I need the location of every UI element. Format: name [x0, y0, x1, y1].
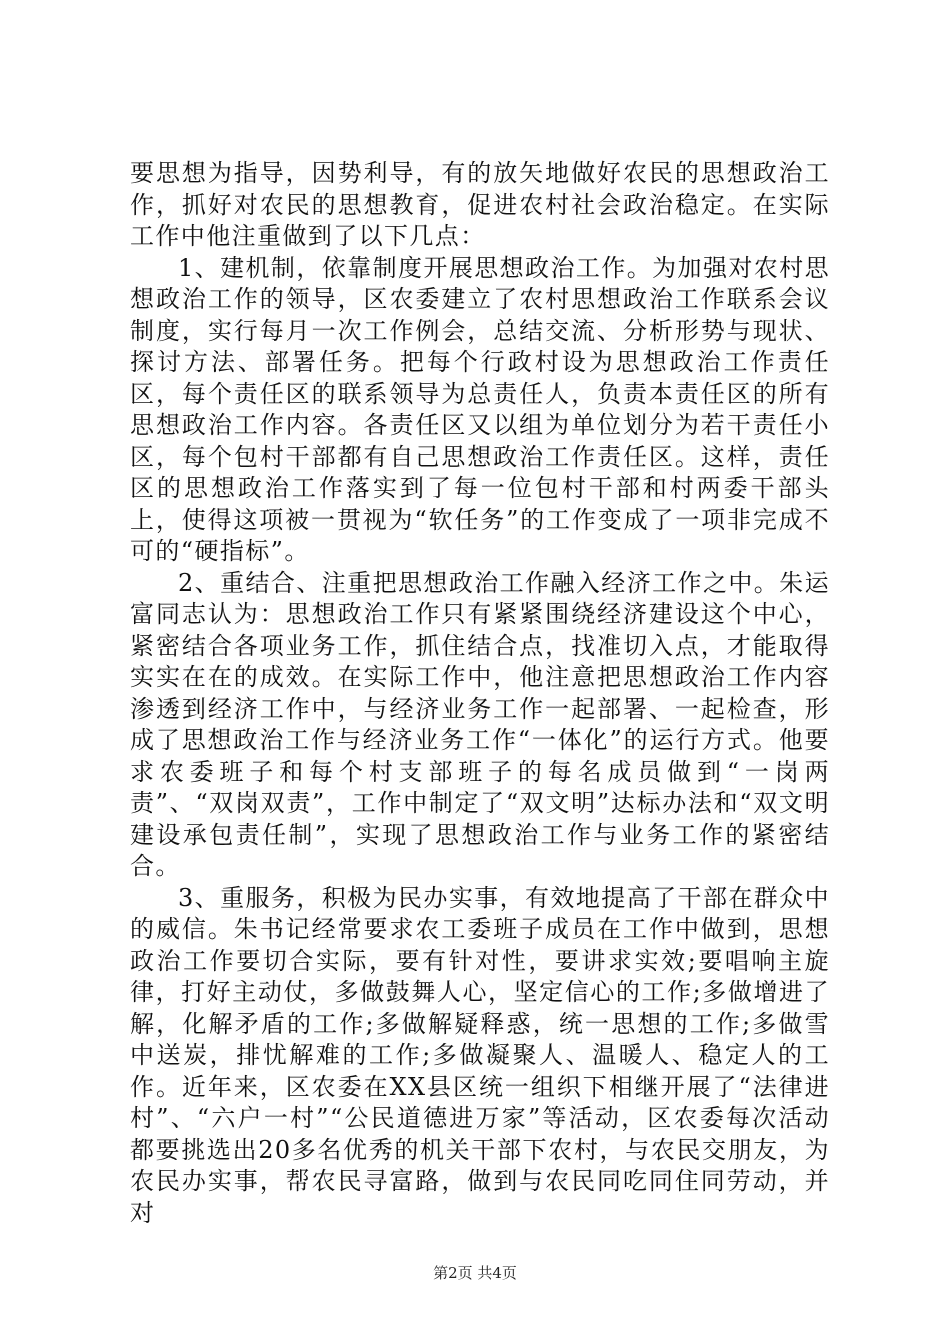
paragraph-point-2: 2、重结合、注重把思想政治工作融入经济工作之中。朱运富同志认为：思想政治工作只有紧紧围绕经济建设这个中心，紧密结合各项业务工作，抓住结合点，找准切入点，才能取得实实在在的成效。在实际工作中，他注意把思想政治工作内容渗透到经济工作中，与经济业务工作一起部署、一起检查，形成了思想政治工作与经济业务工作“一体化”的运行方式。他要求农委班子和每个村支部班子的每名成员做到“一岗两责”、“双岗双责”，工作中制定了“双文明”达标办法和“双文明建设承包责任制”，实现了思想政治工作与业务工作的紧密结合。	[130, 568, 830, 880]
paragraph-point-1: 1、建机制，依靠制度开展思想政治工作。为加强对农村思想政治工作的领导，区农委建立了农村思想政治工作联系会议制度，实行每月一次工作例会，总结交流、分析形势与现状、探讨方法、部署任务。把每个行政村设为思想政治工作责任区，每个责任区的联系领导为总责任人，负责本责任区的所有思想政治工作内容。各责任区又以组为单位划分为若干责任小区，每个包村干部都有自己思想政治工作责任区。这样，责任区的思想政治工作落实到了每一位包村干部和村两委干部头上，使得这项被一贯视为“软任务”的工作变成了一项非完成不可的“硬指标”。	[130, 253, 830, 565]
paragraph-point-3: 3、重服务，积极为民办实事，有效地提高了干部在群众中的威信。朱书记经常要求农工委班子成员在工作中做到，思想政治工作要切合实际，要有针对性，要讲求实效;要唱响主旋律，打好主动仗，多做鼓舞人心，坚定信心的工作;多做增进了解，化解矛盾的工作;多做解疑释惑，统一思想的工作;多做雪中送炭，排忧解难的工作;多做凝聚人、温暖人、稳定人的工作。近年来，区农委在XX县区统一组织下相继开展了“法律进村”、“六户一村”“公民道德进万家”等活动，区农委每次活动都要挑选出20多名优秀的机关干部下农村，与农民交朋友，为农民办实事，帮农民寻富路，做到与农民同吃同住同劳动，并对	[130, 883, 830, 1227]
paragraph-continuation: 要思想为指导，因势利导，有的放矢地做好农民的思想政治工作，抓好对农民的思想教育，促进农村社会政治稳定。在实际工作中他注重做到了以下几点：	[130, 159, 830, 250]
document-body	[130, 158, 830, 1229]
page-footer: 第2页 共4页	[433, 1264, 517, 1282]
